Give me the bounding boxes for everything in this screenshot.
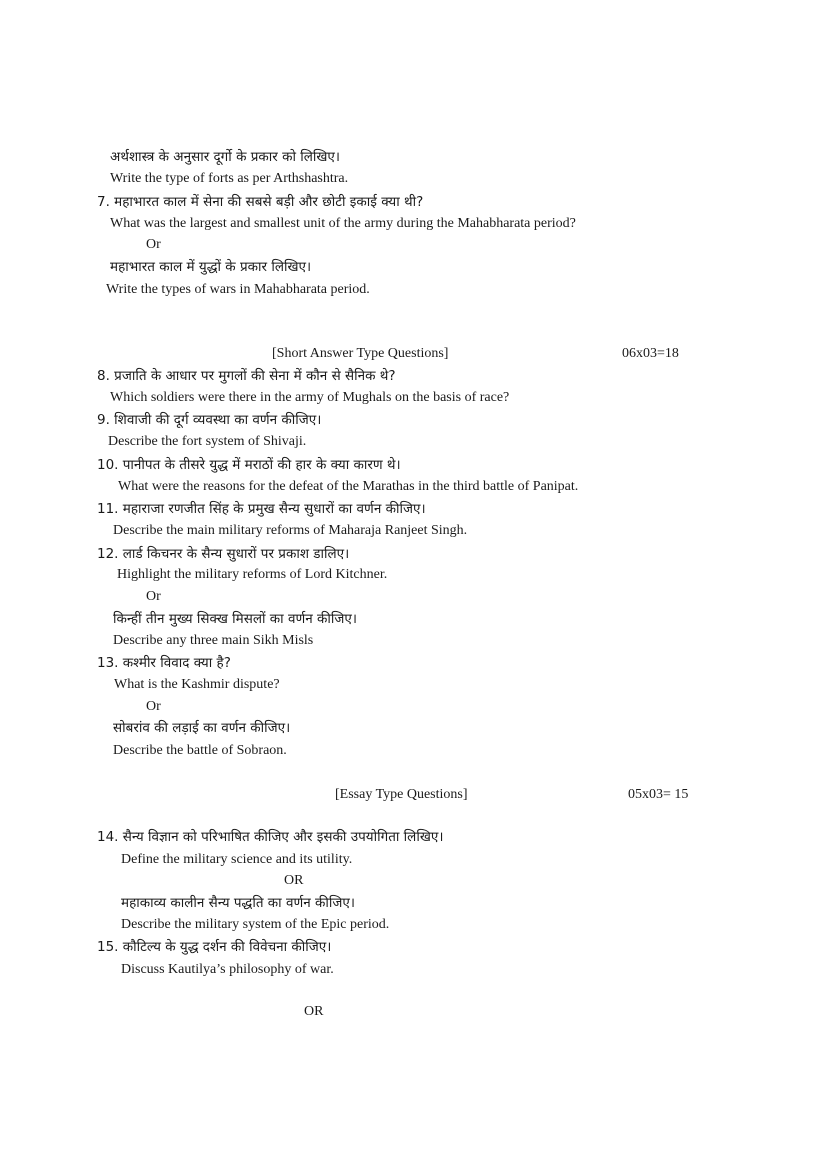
q14-english: Define the military science and its utility. [121,852,353,867]
q9-hindi: 9. शिवाजी की दूर्ग व्यवस्था का वर्णन कीजिए। [97,412,322,428]
q12-or: Or [146,589,161,604]
q7-or: Or [146,237,161,252]
q10-english: What were the reasons for the defeat of the Marathas in the third battle of Panipat. [118,479,579,494]
q13-or: Or [146,699,161,714]
q14-hindi-alt: महाकाव्य कालीन सैन्य पद्धति का वर्णन कीजिए। [121,895,355,911]
q7-english: What was the largest and smallest unit of the army during the Mahabharata period? [110,216,576,231]
q7-hindi: 7. महाभारत काल में सेना की सबसे बड़ी और छोटी इकाई क्या थी? [97,194,424,210]
q13-english-alt: Describe the battle of Sobraon. [113,743,287,758]
q14-hindi: 14. सैन्य विज्ञान को परिभाषित कीजिए और इसकी उपयोगिता लिखिए। [97,829,444,845]
q12-english: Highlight the military reforms of Lord Kitchner. [117,567,388,582]
q14-or: OR [284,873,304,888]
short-answer-heading: [Short Answer Type Questions] [272,346,449,361]
q8-english: Which soldiers were there in the army of Mughals on the basis of race? [110,390,510,405]
essay-heading: [Essay Type Questions] [335,787,468,802]
q6-hindi-alt: अर्थशास्त्र के अनुसार दूर्गो के प्रकार को लिखिए। [110,149,341,165]
q12-hindi-alt: किन्हीं तीन मुख्य सिक्ख मिसलों का वर्णन कीजिए। [113,611,357,627]
q15-hindi: 15. कौटिल्य के युद्ध दर्शन की विवेचना कीजिए। [97,939,332,955]
q12-english-alt: Describe any three main Sikh Misls [113,633,314,648]
essay-marks: 05x03= 15 [628,787,689,802]
q6-english-alt: Write the type of forts as per Arthshashtra. [110,171,349,186]
q14-english-alt: Describe the military system of the Epic period. [121,917,390,932]
q11-english: Describe the main military reforms of Maharaja Ranjeet Singh. [113,523,468,538]
q13-hindi: 13. कश्मीर विवाद क्या है? [97,655,231,671]
q13-english: What is the Kashmir dispute? [114,677,280,692]
q8-hindi: 8. प्रजाति के आधार पर मुगलों की सेना में कौन से सैनिक थे? [97,368,396,384]
q9-english: Describe the fort system of Shivaji. [108,434,307,449]
q10-hindi: 10. पानीपत के तीसरे युद्ध में मराठों की हार के क्या कारण थे। [97,457,401,473]
q12-hindi: 12. लार्ड किचनर के सैन्य सुधारों पर प्रकाश डालिए। [97,546,350,562]
q13-hindi-alt: सोबरांव की लड़ाई का वर्णन कीजिए। [113,720,291,736]
q7-hindi-alt: महाभारत काल में युद्धों के प्रकार लिखिए। [110,259,312,275]
q7-english-alt: Write the types of wars in Mahabharata period. [106,282,370,297]
q15-english: Discuss Kautilya’s philosophy of war. [121,962,334,977]
short-answer-marks: 06x03=18 [622,346,679,361]
q11-hindi: 11. महाराजा रणजीत सिंह के प्रमुख सैन्य सुधारों का वर्णन कीजिए। [97,501,426,517]
q15-or: OR [304,1004,324,1019]
